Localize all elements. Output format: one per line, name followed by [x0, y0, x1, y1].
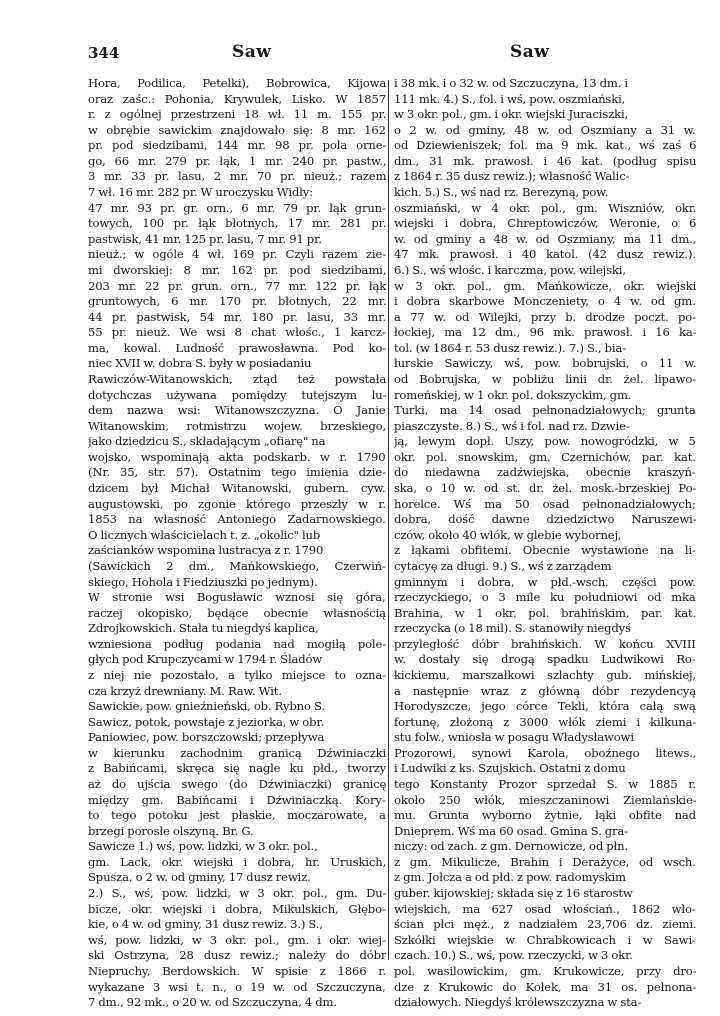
- text-line: i 38 mk. i o 32 w. od Szczuczyna, 13 dm. i: [394, 76, 628, 90]
- text-line: cza krzyż drewniany. M. Raw. Wit.: [88, 683, 282, 698]
- text-line: do niedawna zadźwiejska, obecnie kraszyń-: [394, 465, 696, 480]
- column-divider: [388, 80, 389, 960]
- text-line: a następnie wraz z główną dóbr rezydencyą: [394, 683, 696, 698]
- text-line: skiego, Hohola i Fiedziuszki po jednym).: [88, 574, 318, 589]
- text-line: bicze, okr. wiejski i dobra, Mikulskich, Głębo-: [88, 901, 386, 916]
- text-line: fortunę, złożoną z 3000 włók ziemi i kilkuna-: [394, 714, 696, 729]
- text-line: 44 pr. pastwisk, 54 mr. 180 pr. lasu, 33 mr.: [88, 309, 386, 324]
- text-line: od Bobrujska, w pobliżu linii dr. żel. lipawo-: [394, 371, 696, 386]
- text-line: dobra, dość dawne dziedzictwo Naruszewi-: [394, 512, 696, 527]
- text-line: w. od gminy a 48 w. od Oszmiany, ma 11 dm.,: [394, 231, 696, 246]
- text-line: go, 66 mr. 279 pr. łąk, 1 mr. 240 pr. pastw.,: [88, 153, 386, 168]
- text-line: głych pod Krupczycami w 1794 r. Śladów: [88, 652, 323, 667]
- text-line: około 250 włók, mieszczaninowi Ziemlańskie-: [394, 792, 696, 807]
- text-line: wiejski i dobra, Chreptowiczów, Weronie, o 6: [394, 216, 696, 231]
- text-line: w 3 okr. pol., gm. i okr. wiejski Juraciszki,: [394, 107, 629, 122]
- text-line: gminnym i dobra, w płd.-wsch. części pow.: [394, 574, 696, 589]
- text-line: ska, o 10 w. od st. dr. żel. mosk.-brzeskiej Po-: [394, 481, 696, 496]
- text-line: w 3 okr. pol., gm. Mańkowicze, okr. wiejski: [394, 278, 696, 293]
- page-number: 344: [88, 44, 120, 62]
- text-line: Zdrojkowskich. Stała tu niegdyś kaplica,: [88, 621, 319, 636]
- text-line: 2.) S., wś, pow. lidzki, w 3 okr. pol., gm. Du-: [88, 886, 386, 901]
- text-line: 7 wł. 16 mr. 282 pr. W uroczysku Widły:: [88, 185, 313, 200]
- text-line: łockiej, ma 12 dm., 96 mk. prawosł. i 16 ka-: [394, 325, 696, 340]
- text-line: niec XVII w. dobra S. były w posiadaniu: [88, 356, 312, 371]
- running-headword-left: Saw: [232, 42, 272, 62]
- text-line: wojsko, wspominają akta podskarb. w r. 1790: [88, 449, 386, 464]
- text-line: (Sawickich 2 dm., Mańkowskiego, Czerwiń-: [88, 558, 386, 573]
- text-line: guber. kijowskiej; składa się z 16 starostw: [394, 886, 633, 901]
- text-line: Sawicze 1.) wś, pow. lidzki, w 3 okr. pol.,: [88, 839, 318, 854]
- text-line: o 2 w. od gminy, 48 w. od Oszmiany a 31 w.: [394, 122, 696, 137]
- text-line: zaścianków wspomina lustracya z r. 1790: [88, 543, 324, 558]
- text-line: pr. pod siedzibami, 144 mr. 98 pr. pola orne-: [88, 138, 386, 153]
- text-line: pastwisk, 41 mr. 125 pr. lasu, 7 mr. 91 pr.: [88, 231, 322, 246]
- text-line: rzeczyckiego, o 3 mile ku południowi od mka: [394, 590, 696, 605]
- text-line: czów, około 40 włók, w glebie wybornej,: [394, 527, 622, 542]
- text-line: augustowski, po zgonie którego przeszły w r.: [88, 496, 386, 511]
- text-line: 1853 na własność Antoniego Zadarnowskiego.: [88, 512, 386, 527]
- text-line: 6.) S., wś włośc. i karczma, pow. wilejski,: [394, 262, 626, 277]
- text-line: towych, 100 pr. łąk błotnych, 17 mr. 281 pr.: [88, 216, 386, 231]
- text-line: mi dworskiej: 8 mr. 162 pr. pod siedzibami,: [88, 262, 386, 277]
- text-line: 47 mk. prawosł. i 40 katol. (42 dusz rewiz.).: [394, 247, 696, 262]
- text-line: raczej okopisko, będące obecnie własnością: [88, 605, 386, 620]
- text-line: okr. pol. snowskim, gm. Czernichów, par. kat.: [394, 449, 696, 464]
- text-line: romeńskiej, w 1 okr. pol. dokszyckim, gm.: [394, 387, 632, 402]
- text-line: Brahina, w 1 okr. pol. brahińskim, par. kat.: [394, 605, 696, 620]
- text-line: między gm. Babińcami i Dźwiniaczką. Kory-: [88, 792, 386, 807]
- text-line: 55 pr. nieuż. We wsi 8 chat włośc., 1 karcz-: [88, 325, 386, 340]
- text-line: tego Konstanty Prozor sprzedał S. w 1885 r.: [394, 777, 696, 792]
- text-line: niczy: od zach. z gm. Dernowicze, od płn.: [394, 839, 629, 854]
- text-line: horelce. Wś ma 50 osad pełnonadziałowych;: [394, 496, 696, 511]
- running-headword-right: Saw: [510, 42, 550, 62]
- text-line: z 1864 r. 35 dusz rewiz.); własność Walic-: [394, 169, 630, 184]
- text-line: r. z ogólnej przestrzeni 18 wł. 11 m. 155 pr.: [88, 107, 386, 122]
- text-line: ma, kowal. Ludność prawosławna. Pod ko-: [88, 340, 386, 355]
- text-line: 3 mr. 33 pr. lasu, 2 mr. 70 pr. nieuż.; razem: [88, 169, 386, 184]
- text-line: to tego potoku jest płaskie, moczarowate, a: [88, 808, 386, 823]
- text-line: tol. (w 1864 r. 53 dusz rewiz.). 7.) S., bia-: [394, 340, 626, 355]
- text-line: dze z Krukowic do Kołek, ma 31 os. pełnona-: [394, 979, 696, 994]
- text-line: brzegi porosłe olszyną. Br. G.: [88, 823, 254, 838]
- text-line: z Babińcami, skręca się nagle ku płd., tworzy: [88, 761, 386, 776]
- text-line: Rawiczów-Witanowskich, ztąd też powstała: [88, 371, 386, 386]
- text-line: Paniowiec, pow. borszczowski; przepływa: [88, 730, 325, 745]
- text-line: z łąkami obfitemi. Obecnie wystawione na li-: [394, 543, 696, 558]
- text-line: przyległość dóbr brahińskich. W końcu XVIII: [394, 636, 696, 651]
- text-line: 111 mk. 4.) S., fol. i wś, pow. oszmiański,: [394, 91, 626, 106]
- text-line: w kierunku zachodnim granicą Dźwiniaczki: [88, 745, 386, 760]
- text-line: nieuż.; w ogóle 4 wł. 169 pr. Czyli razem zie-: [88, 247, 386, 262]
- text-line: Niepruchy, Berdowskich. W spisie z 1866 r.: [88, 963, 386, 978]
- text-line: cytacyę za długi. 9.) S., wś z zarządem: [394, 558, 612, 573]
- text-line: Sawicz, potok, powstaje z jeziorka, w obr.: [88, 714, 325, 729]
- text-line: ski Ostrzyna, 28 dusz rewiz.; należy do dóbr: [88, 948, 386, 963]
- text-line: od Dziewieniszek; fol. ma 9 mk. kat., wś zaś 6: [394, 138, 696, 153]
- text-line: w. dostały się drogą spadku Ludwikowi Ro-: [394, 652, 696, 667]
- text-line: gruntowych, 6 mr. 170 pr. błotnych, 22 mr.: [88, 294, 386, 309]
- text-line: 7 dm., 92 mk., o 20 w. od Szczuczyna, 4 dm.: [88, 995, 337, 1010]
- text-line: dotychczas używana pomiędzy tutejszym lu-: [88, 387, 386, 402]
- text-line: dzicem był Michał Witanowski, gubern. cyw.: [88, 481, 386, 496]
- text-line: Szkółki wiejskie w Chrabkowicach i w Sawi-: [394, 932, 696, 947]
- text-line: aż do ujścia swego (do Dźwiniaczki) granicę: [88, 777, 386, 792]
- text-line: czach. 10.) S., wś, pow. rzeczycki, w 3 okr.: [394, 948, 633, 963]
- text-line: łurskie Sawiczy, wś, pow. bobrujski, o 11 w.: [394, 356, 696, 371]
- text-line: 203 mr. 22 pr. grun. orn., 77 mr. 122 pr. łąk: [88, 278, 386, 293]
- text-line: piaszczyste. 8.) S., wś i fol. nad rz. Dzwie-: [394, 418, 630, 433]
- text-line: a 77 w. od Wilejki, przy b. drodze poczt. po-: [394, 309, 696, 324]
- text-column-right: [394, 76, 696, 1011]
- text-line: Horodyszcze, jego córce Tekli, która całą swą: [394, 699, 696, 714]
- text-line: wykazane 3 wsi t. n., o 19 w. od Szczuczyna,: [88, 979, 386, 994]
- text-line: gm. Lack, okr. wiejski i dobra, hr. Uruskich,: [88, 854, 386, 869]
- text-line: Turki, ma 14 osad pełnonadziałowych; grunta: [394, 403, 696, 418]
- text-line: i Ludwiki z ks. Szujskich. Ostatni z domu: [394, 761, 626, 776]
- text-line: oszmiański, w 4 okr. pol., gm. Wiszniów, okr.: [394, 200, 696, 215]
- text-line: mu. Grunta wyborno żytnie, łąki obfite nad: [394, 808, 696, 823]
- text-line: kie, o 4 w. od gminy, 31 dusz rewiz. 3.) S.,: [88, 917, 323, 932]
- text-line: Dnieprem. Wś ma 60 osad. Gmina S. gra-: [394, 823, 628, 838]
- text-line: (Nr. 35, str. 57). Ostatnim tego imienia dzie-: [88, 465, 386, 480]
- text-line: z niej nie pozostało, a tylko miejsce to ozna-: [88, 667, 386, 682]
- text-line: jako dziedzicu S., składającym „ofiarę" na: [88, 434, 326, 449]
- text-line: Prozorowi, synowi Karola, oboźnego litews.,: [394, 745, 696, 760]
- text-line: O licznych właścicielach t. z. „okolic" lub: [88, 527, 321, 542]
- text-line: Witanowskim, rotmistrzu wojew. brzeskiego,: [88, 418, 386, 433]
- text-line: z gm. Mikulicze, Brahin i Derażyce, od wsch.: [394, 854, 696, 869]
- text-line: oraz zaśc.: Pohonia, Krywulek, Lisko. W 1857: [88, 91, 386, 106]
- text-line: wzniesiona podług podania nad mogiłą pole-: [88, 636, 386, 651]
- text-line: kich. 5.) S., wś nad rz. Berezyną, pow.: [394, 185, 609, 200]
- text-line: rzeczycka (o 18 mil). S. stanowiły niegdyś: [394, 621, 631, 636]
- text-line: 47 mr. 93 pr. gr. orn., 6 mr. 79 pr. łąk grun-: [88, 200, 386, 215]
- text-line: Hora, Podilica, Petelki), Bobrowica, Kijowa: [88, 76, 386, 90]
- text-line: Spusza, o 2 w. od gminy, 17 dusz rewiz.: [88, 870, 311, 885]
- text-line: dm., 31 mk. prawosł. i 46 kat. (podług spisu: [394, 153, 696, 168]
- text-column-left: [88, 76, 386, 1011]
- text-line: pol. wasilowickim, gm. Krukowicze, przy dro-: [394, 963, 696, 978]
- text-line: Sawickie, pow. gnieźnieński, ob. Rybno S.: [88, 699, 325, 714]
- text-line: i dobra skarbowe Monczeniety, o 4 w. od gm.: [394, 294, 696, 309]
- text-line: dem nazwa wsi: Witanowszczyzna. O Janie: [88, 403, 386, 418]
- text-line: ją, lewym dopł. Uszy, pow. nowogródzki, w 5: [394, 434, 696, 449]
- page-header: [0, 38, 720, 66]
- text-line: ścian płci męż., z nadziałem 23,706 dz. ziemi.: [394, 917, 696, 932]
- text-line: kickiemu, marszałkowi szlachty gub. mińskiej,: [394, 667, 696, 682]
- text-line: stu folw., wniosła w posagu Władysławowi: [394, 730, 634, 745]
- text-line: działowych. Niegdyś królewszczyzna w sta-: [394, 995, 642, 1010]
- text-line: wiejskich, ma 627 osad włościań., 1862 wło-: [394, 901, 696, 916]
- text-line: W stronie wsi Bogusławic wznosi się góra,: [88, 590, 386, 605]
- text-line: wś, pow. lidzki, w 3 okr. pol., gm. i okr. wiej-: [88, 932, 386, 947]
- text-line: z gm. Jołcza a od płd. z pow. radomyskim: [394, 870, 626, 885]
- text-line: w obrębie sawickim znajdowało się: 8 mr. 162: [88, 122, 386, 137]
